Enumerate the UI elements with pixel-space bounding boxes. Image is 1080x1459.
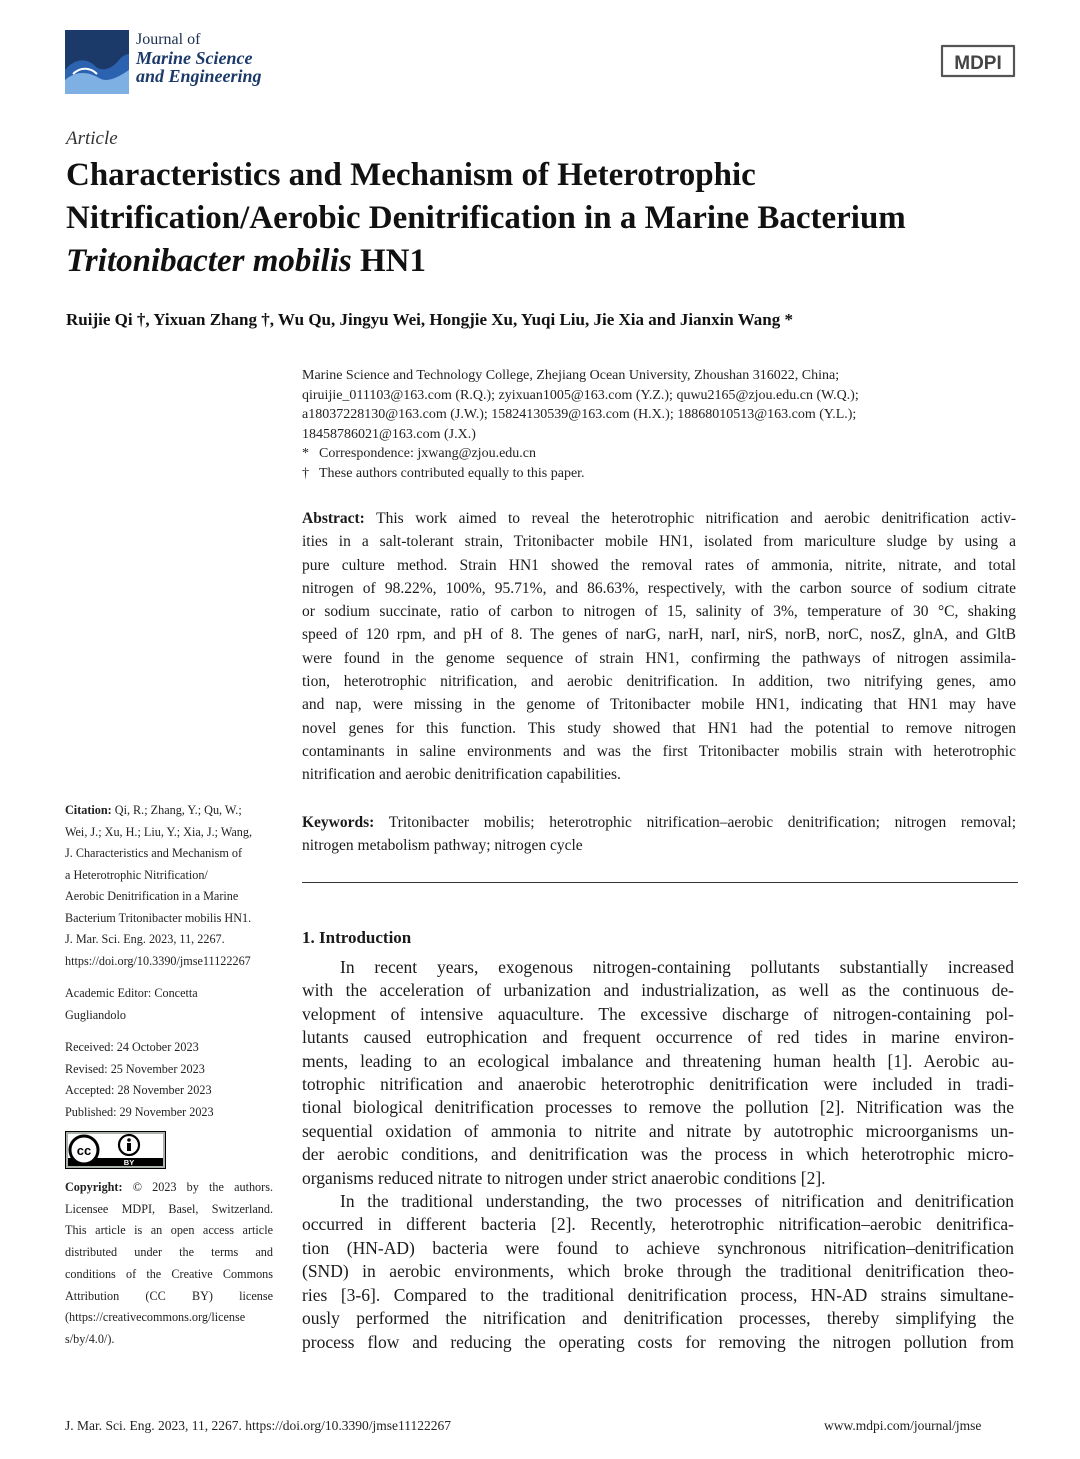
- citation-line: J. Characteristics and Mechanism of: [65, 846, 243, 860]
- abstract-line-text: This work aimed to reveal the heterotrophic nitrification and aerobic denitrification activ-: [364, 510, 1016, 527]
- abstract-line: [302, 507, 1016, 530]
- affiliation-line: a18037228130@163.com (J.W.); 15824130539@163.com (H.X.); 18868010513@163.com (Y.L.);: [302, 407, 857, 422]
- correspondence-note: [302, 444, 1022, 464]
- citation-line: [65, 800, 275, 822]
- introduction-body: [302, 956, 1014, 1354]
- affiliation-line: Marine Science and Technology College, Zhejiang Ocean University, Zhoushan 316022, China;: [302, 368, 840, 383]
- mdpi-logo-icon: [936, 40, 1020, 82]
- intro-line: tional biological denitrification processes to remove the pollution [2]. Nitrification was the: [302, 1097, 1014, 1118]
- intro-line: ments, leading to an ecological imbalance and threatening human health [1]. Aerobic au-: [302, 1050, 1014, 1071]
- mdpi-logo-text: MDPI: [954, 53, 1002, 74]
- equal-contribution-text: These authors contributed equally to this paper.: [319, 465, 585, 481]
- intro-line: In the traditional understanding, the two processes of nitrification and denitrification: [340, 1191, 1014, 1212]
- abstract-line: nitrogen of 98.22%, 100%, 95.71%, and 86.63%, respectively, with the carbon source of sodium citrate: [302, 579, 1016, 597]
- abstract-line: ities in a salt-tolerant strain, Tritonibacter mobile HN1, isolated from mariculture sludge by using a: [302, 533, 1016, 551]
- title-strain: HN1: [351, 243, 426, 279]
- abstract-line: pure culture method. Strain HN1 showed the removal rates of ammonia, nitrite, nitrate, and total: [302, 556, 1016, 574]
- footer-citation: J. Mar. Sci. Eng. 2023, 11, 2267. https://doi.org/10.3390/jmse11122267: [65, 1418, 452, 1433]
- keywords-line: nitrogen metabolism pathway; nitrogen cycle: [302, 837, 583, 855]
- date-received: Received: 24 October 2023: [65, 1040, 199, 1054]
- license-link[interactable]: s/by/4.0/).: [65, 1331, 115, 1346]
- title-line2: Nitrification/Aerobic Denitrification in a Marine Bacterium: [66, 200, 906, 236]
- keywords-line: [302, 811, 1016, 834]
- citation-line: J. Mar. Sci. Eng. 2023, 11, 2267.: [65, 932, 225, 946]
- keywords-line-text: Tritonibacter mobilis; heterotrophic nitrification–aerobic denitrification; nitrogen removal;: [374, 814, 1016, 831]
- journal-name-line1: Journal of: [136, 31, 201, 48]
- date-published: Published: 29 November 2023: [65, 1104, 214, 1119]
- date-accepted: Accepted: 28 November 2023: [65, 1083, 212, 1097]
- journal-name-line2: Marine Science: [136, 48, 253, 68]
- title-line1: Characteristics and Mechanism of Heterotrophic: [66, 157, 756, 193]
- copyright-label: Copyright:: [65, 1180, 123, 1194]
- intro-line: der aerobic conditions, and denitrification was the process in which heterotrophic micro-: [302, 1144, 1014, 1165]
- citation-text: Qi, R.; Zhang, Y.; Qu, W.;: [111, 803, 242, 817]
- abstract-line: were found in the genome sequence of strain HN1, confirming the pathways of nitrogen assimila-: [302, 649, 1016, 667]
- intro-line: organisms reduced nitrate to nitrogen under strict anaerobic conditions [2].: [302, 1167, 826, 1188]
- intro-line: lutants caused eutrophication and frequent occurrence of red tides in marine environ-: [302, 1027, 1014, 1048]
- section-heading-introduction: 1. Introduction: [302, 928, 412, 947]
- intro-line: tion (HN-AD) bacteria were found to achieve synchronous nitrification–denitrification: [302, 1237, 1014, 1258]
- intro-line: process flow and reducing the operating costs for removing the nitrogen pollution from: [302, 1331, 1014, 1352]
- correspondence-mark: *: [302, 446, 309, 461]
- citation-line: Bacterium Tritonibacter mobilis HN1.: [65, 910, 252, 925]
- section-divider: [302, 882, 1018, 883]
- equal-contribution-note: [302, 464, 1022, 484]
- footer-journal-url[interactable]: www.mdpi.com/journal/jmse: [824, 1418, 982, 1433]
- keywords: [302, 811, 1016, 858]
- copyright-line: This article is an open access article: [65, 1223, 273, 1238]
- abstract-line: or sodium succinate, ratio of carbon to nitrogen of 15, salinity of 3%, temperature of 30 °C, shaking: [302, 603, 1016, 621]
- academic-editor: Gugliandolo: [65, 1007, 126, 1022]
- cc-by-license-icon[interactable]: [65, 1131, 166, 1169]
- author-list: Ruijie Qi †, Yixuan Zhang †, Wu Qu, Jingyu Wei, Hongjie Xu, Yuqi Liu, Jie Xia and Jianxin Wang *: [66, 310, 793, 329]
- paper-title: [66, 154, 1026, 283]
- abstract: [302, 507, 1016, 787]
- academic-editor: Academic Editor: Concetta: [65, 986, 198, 1000]
- cc-by-label: BY: [123, 1158, 135, 1167]
- copyright-line: distributed under the terms and: [65, 1245, 273, 1260]
- intro-line: (SND) in aerobic environments, which broke through the traditional denitrification theo-: [302, 1261, 1014, 1282]
- abstract-line: and nap, were missing in the genome of Tritonibacter mobile HN1, indicating that HN1 may have: [302, 696, 1016, 714]
- copyright-notice: [65, 1177, 273, 1351]
- copyright-line: Licensee MDPI, Basel, Switzerland.: [65, 1201, 273, 1216]
- intro-line: occurred in different bacteria [2]. Recently, heterotrophic nitrification–aerobic denitrifica-: [302, 1214, 1014, 1235]
- citation-line: Aerobic Denitrification in a Marine: [65, 889, 239, 903]
- abstract-line: speed of 120 rpm, and pH of 8. The genes of narG, narH, narI, nirS, norB, norC, nosZ, glnA, and GltB: [302, 626, 1016, 644]
- affiliation-line: qiruijie_011103@163.com (R.Q.); zyixuan1005@163.com (Y.Z.); quwu2165@zjou.edu.cn (W.Q.);: [302, 387, 859, 403]
- correspondence-text: Correspondence: jxwang@zjou.edu.cn: [319, 446, 536, 461]
- intro-line: ries [3-6]. Compared to the traditional denitrification process, HN-AD strains simultane-: [302, 1284, 1014, 1305]
- title-species: Tritonibacter mobilis: [66, 243, 352, 279]
- sidebar: [65, 800, 275, 1123]
- affiliations: [302, 366, 1022, 483]
- svg-text:cc: cc: [76, 1143, 92, 1158]
- license-link[interactable]: (https://creativecommons.org/license: [65, 1310, 246, 1325]
- intro-line: ously performed the nitrification and denitrification processes, thereby simplifying the: [302, 1308, 1014, 1329]
- journal-logo-icon: [65, 30, 129, 94]
- citation-line: Wei, J.; Xu, H.; Liu, Y.; Xia, J.; Wang,: [65, 824, 253, 839]
- copyright-line: conditions of the Creative Commons: [65, 1266, 273, 1281]
- intro-line: sequential oxidation of ammonia to nitrite and nitrate by autotrophic microorganisms un-: [302, 1120, 1014, 1141]
- copyright-line: Attribution (CC BY) license: [65, 1288, 273, 1303]
- intro-line: In recent years, exogenous nitrogen-containing pollutants substantially increased: [340, 957, 1014, 977]
- article-type: Article: [66, 128, 118, 149]
- journal-name: [136, 31, 262, 85]
- equal-contribution-mark: †: [302, 465, 309, 481]
- abstract-line: nitrification and aerobic denitrification capabilities.: [302, 766, 621, 784]
- abstract-label: Abstract:: [302, 510, 365, 527]
- affiliation-line: 18458786021@163.com (J.X.): [302, 426, 476, 442]
- doi-link[interactable]: https://doi.org/10.3390/jmse11122267: [65, 953, 251, 968]
- intro-line: velopment of intensive aquaculture. The excessive discharge of nitrogen-containing pol-: [302, 1003, 1014, 1024]
- journal-name-line3: and Engineering: [136, 66, 262, 86]
- keywords-label: Keywords:: [302, 814, 375, 831]
- intro-line: with the acceleration of urbanization and industrialization, as well as the continuous de-: [302, 980, 1014, 1001]
- intro-line: totrophic nitrification and anaerobic heterotrophic denitrification were included in tradi-: [302, 1074, 1014, 1095]
- abstract-line: novel genes for this function. This study showed that HN1 had the potential to remove nitrogen: [302, 719, 1016, 737]
- copyright-line: [65, 1177, 273, 1199]
- date-revised: Revised: 25 November 2023: [65, 1061, 205, 1076]
- copyright-text: © 2023 by the authors.: [122, 1180, 273, 1194]
- abstract-line: contaminants in saline environments and was the first Tritonibacter mobilis strain with heterotrophic: [302, 742, 1016, 760]
- citation-line: a Heterotrophic Nitrification/: [65, 867, 208, 882]
- title-line3: [66, 240, 1026, 283]
- citation-label: Citation:: [65, 803, 112, 817]
- abstract-line: tion, heterotrophic nitrification, and aerobic denitrification. In addition, two nitrifying genes, amo: [302, 673, 1016, 691]
